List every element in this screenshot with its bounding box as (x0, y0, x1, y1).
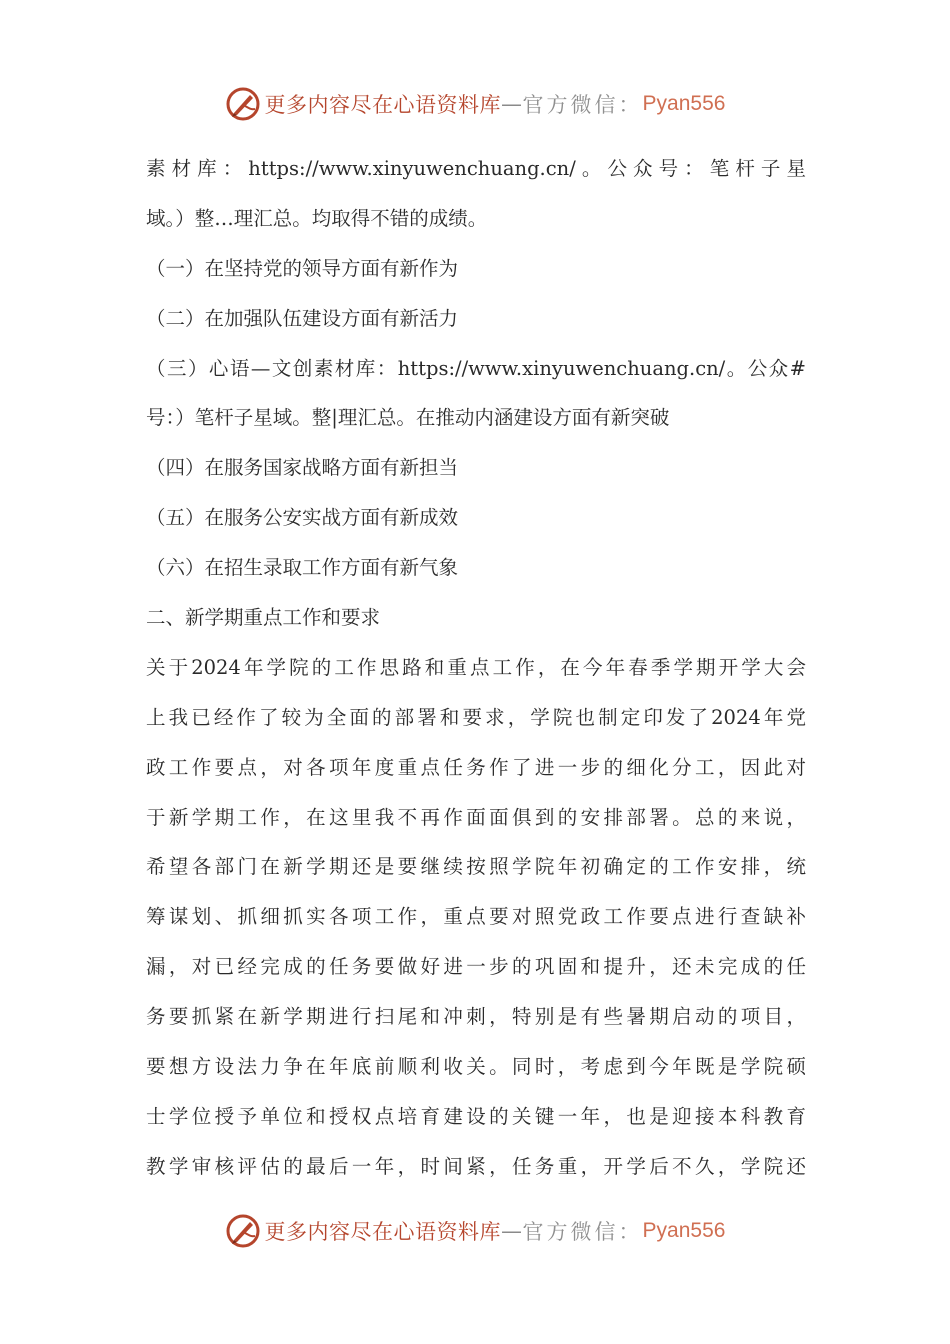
pen-logo-icon (225, 86, 261, 122)
banner-main-text: 更多内容尽在心语资料库 (264, 93, 502, 117)
text-line: 希望各部门在新学期还是要继续按照学院年初确定的工作安排，统 (146, 855, 806, 879)
text-line: 域。）整…理汇总。均取得不错的成绩。 (146, 206, 488, 230)
banner-text (265, 89, 726, 119)
footer-banner (0, 1209, 950, 1253)
text-line: 政工作要点，对各项年度重点任务作了进一步的细化分工，因此对 (146, 755, 806, 779)
text-line: 关于2024年学院的工作思路和重点工作，在今年春季学期开学大会 (146, 655, 806, 679)
text-line: 要想方设法力争在年底前顺利收关。同时，考虑到今年既是学院硕 (146, 1055, 806, 1079)
text-line: 上我已经作了较为全面的部署和要求，学院也制定印发了2024年党 (146, 705, 806, 729)
document-body (146, 144, 806, 1192)
banner-separator: — (501, 92, 523, 116)
text-line: 筹谋划、抓细抓实各项工作，重点要对照党政工作要点进行查缺补 (146, 905, 806, 929)
text-line: 务要抓紧在新学期进行扫尾和冲刺，特别是有些暑期启动的项目， (146, 1005, 806, 1029)
banner-wechat-label: 官方微信： (522, 1220, 643, 1244)
text-line: （二）在加强队伍建设方面有新活力 (146, 306, 459, 330)
text-line: （五）在服务公安实战方面有新成效 (146, 506, 459, 530)
text-line: （四）在服务国家战略方面有新担当 (146, 456, 459, 480)
text-line: 号：）笔杆子星域。整|理汇总。在推动内涵建设方面有新突破 (146, 406, 670, 430)
text-line: （三）心语—文创素材库：https://www.xinyuwenchuang.cn/。公众# (146, 356, 806, 380)
text-line: 素材库：https://www.xinyuwenchuang.cn/。公众号：笔杆子星 (146, 157, 806, 180)
banner-wechat-id: Pyan556 (642, 1219, 726, 1242)
text-line: 士学位授予单位和授权点培育建设的关键一年，也是迎接本科教育 (146, 1104, 806, 1128)
banner-text (265, 1216, 726, 1246)
banner-wechat-label: 官方微信： (522, 93, 643, 117)
banner-wechat-id: Pyan556 (642, 92, 726, 115)
text-line: （六）在招生录取工作方面有新气象 (146, 556, 459, 580)
text-line: （一）在坚持党的领导方面有新作为 (146, 256, 459, 280)
section-heading: 二、新学期重点工作和要求 (146, 606, 381, 630)
text-line: 于新学期工作，在这里我不再作面面俱到的安排部署。总的来说， (146, 805, 806, 829)
text-line: 漏，对已经完成的任务要做好进一步的巩固和提升，还未完成的任 (146, 955, 806, 979)
text-line: 教学审核评估的最后一年，时间紧，任务重，开学后不久，学院还 (146, 1154, 806, 1178)
pen-logo-icon (225, 1213, 261, 1249)
header-banner (0, 82, 950, 126)
banner-main-text: 更多内容尽在心语资料库 (264, 1220, 502, 1244)
banner-separator: — (501, 1219, 523, 1243)
